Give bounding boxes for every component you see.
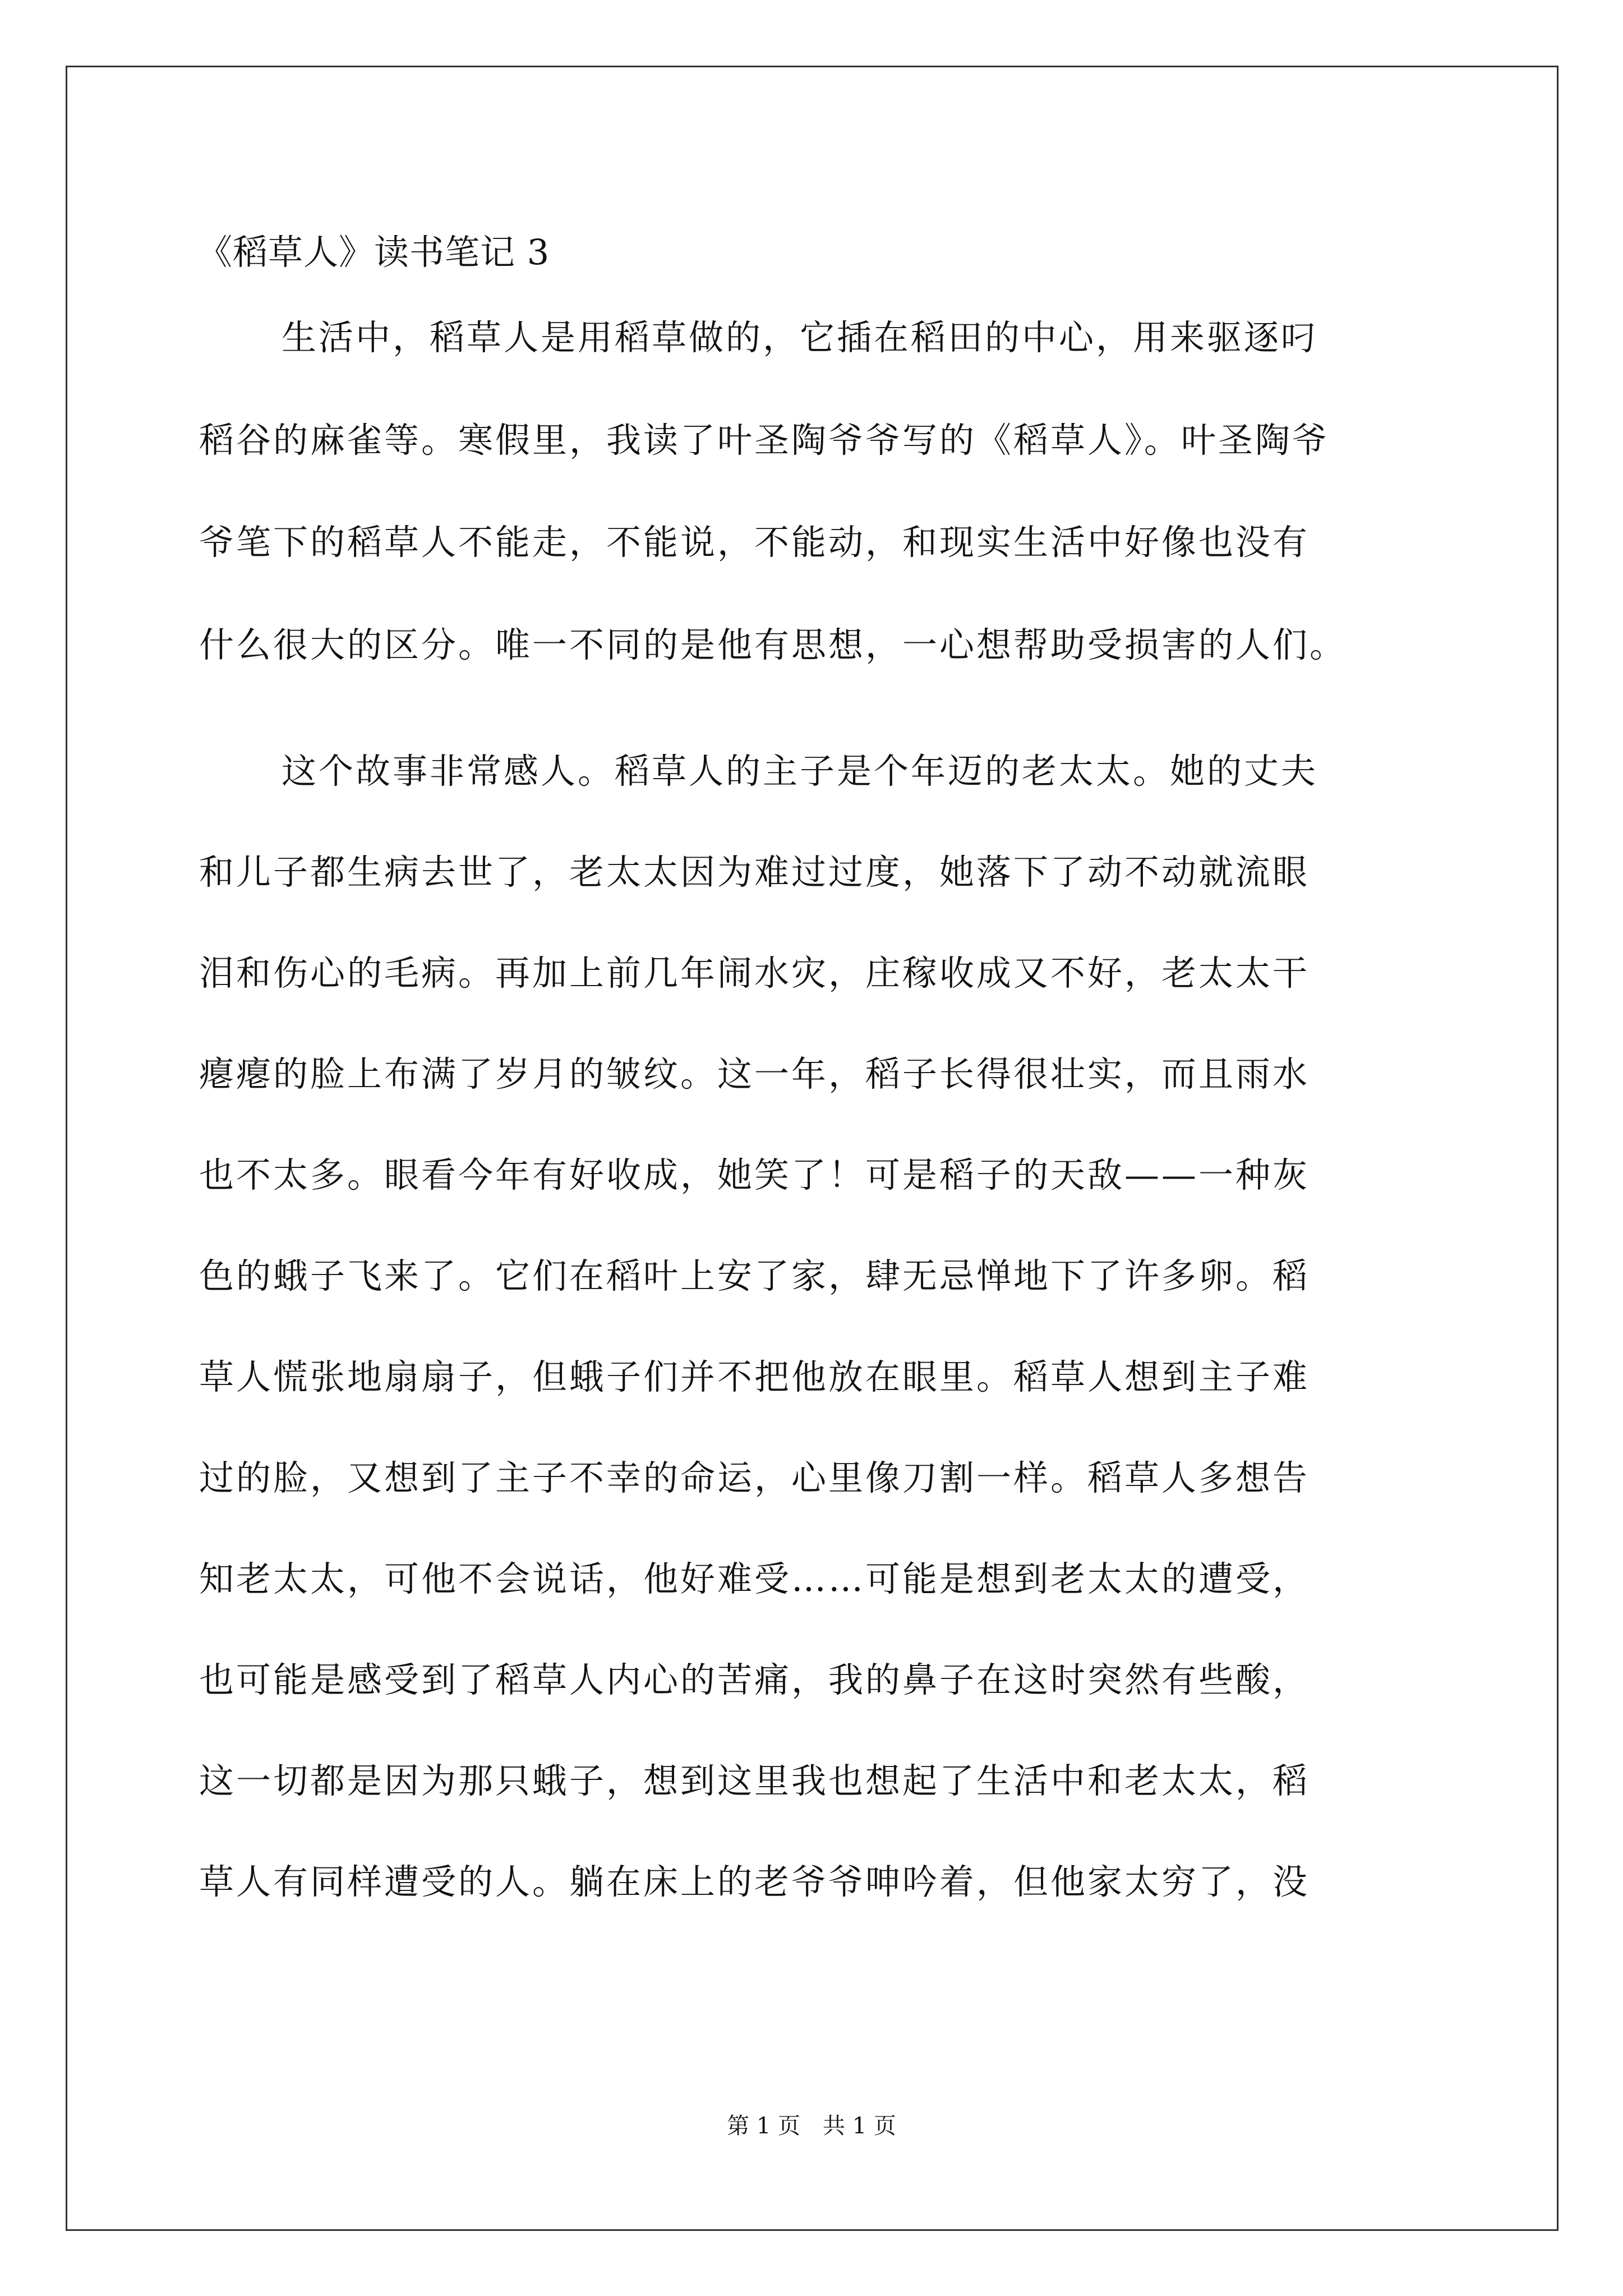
paragraph-line: 爷笔下的稻草人不能走，不能说，不能动，和现实生活中好像也没有	[199, 522, 1310, 563]
paragraph-line: 什么很大的区分。唯一不同的是他有思想，一心想帮助受损害的人们。	[199, 624, 1347, 665]
paragraph-line: 也可能是感受到了稻草人内心的苦痛，我的鼻子在这时突然有些酸，	[199, 1659, 1310, 1700]
paragraph-line: 过的脸，又想到了主子不幸的命运，心里像刀割一样。稻草人多想告	[199, 1457, 1310, 1498]
paragraph-line: 色的蛾子飞来了。它们在稻叶上安了家，肆无忌惮地下了许多卵。稻	[199, 1255, 1310, 1296]
paragraph-line: 生活中，稻草人是用稻草做的，它插在稻田的中心，用来驱逐叼	[282, 317, 1318, 358]
paragraph-line: 草人慌张地扇扇子，但蛾子们并不把他放在眼里。稻草人想到主子难	[199, 1356, 1310, 1397]
document-title: 《稻草人》读书笔记 3	[197, 232, 550, 273]
paragraph-line: 知老太太，可他不会说话，他好难受……可能是想到老太太的遭受，	[199, 1558, 1310, 1599]
page-footer: 第 1 页 共 1 页	[727, 2113, 896, 2139]
paragraph-line: 也不太多。眼看今年有好收成，她笑了！可是稻子的天敌——一种灰	[199, 1154, 1310, 1195]
paragraph-line: 瘪瘪的脸上布满了岁月的皱纹。这一年，稻子长得很壮实，而且雨水	[199, 1053, 1310, 1094]
paragraph-line: 这个故事非常感人。稻草人的主子是个年迈的老太太。她的丈夫	[282, 751, 1318, 792]
paragraph-line: 泪和伤心的毛病。再加上前几年闹水灾，庄稼收成又不好，老太太干	[199, 953, 1310, 993]
paragraph-line: 稻谷的麻雀等。寒假里，我读了叶圣陶爷爷写的《稻草人》。叶圣陶爷	[199, 420, 1330, 461]
paragraph-line: 这一切都是因为那只蛾子，想到这里我也想起了生活中和老太太，稻	[199, 1760, 1310, 1801]
paragraph-line: 和儿子都生病去世了，老太太因为难过过度，她落下了动不动就流眼	[199, 852, 1310, 892]
paragraph-line: 草人有同样遭受的人。躺在床上的老爷爷呻吟着，但他家太穷了，没	[199, 1861, 1310, 1902]
